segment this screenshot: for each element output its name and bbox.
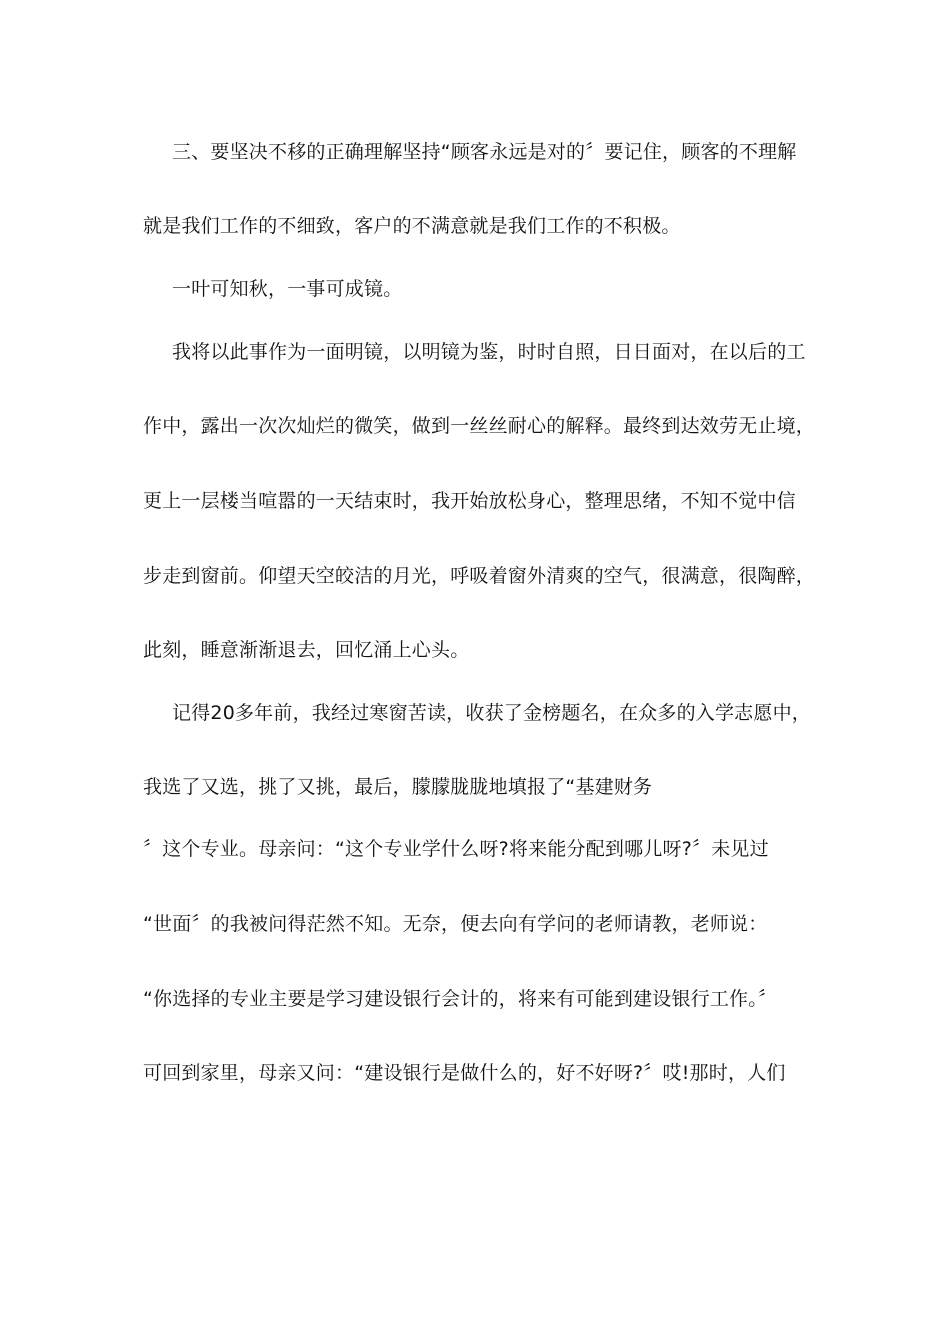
text-line-10: 我选了又选，挑了又挑，最后，朦朦胧胧地填报了“基建财务 <box>143 776 653 798</box>
text-line-5: 作中，露出一次次灿烂的微笑，做到一丝丝耐心的解释。最终到达效劳无止境， <box>143 415 816 437</box>
text-line-2: 就是我们工作的不细致，客户的不满意就是我们工作的不积极。 <box>143 215 681 237</box>
text-line-4: 我将以此事作为一面明镜，以明镜为鉴，时时自照，日日面对，在以后的工 <box>172 341 806 363</box>
text-line-14: 可回到家里，母亲又问：“建设银行是做什么的，好不好呀?〞哎!那时，人们 <box>143 1062 786 1084</box>
text-line-7: 步走到窗前。仰望天空皎洁的月光，呼吸着窗外清爽的空气，很满意，很陶醉， <box>143 565 816 587</box>
text-line-11: 〞这个专业。母亲问：“这个专业学什么呀?将来能分配到哪儿呀?〞未见过 <box>143 838 769 860</box>
text-line-1: 三、要坚决不移的正确理解坚持“顾客永远是对的〞要记住，顾客的不理解 <box>172 141 797 163</box>
text-line-13: “你选择的专业主要是学习建设银行会计的，将来有可能到建设银行工作。〞 <box>143 988 778 1010</box>
text-line-6: 更上一层楼当喧嚣的一天结束时，我开始放松身心，整理思绪，不知不觉中信 <box>143 490 796 512</box>
text-line-9: 记得20多年前，我经过寒窗苦读，收获了金榜题名，在众多的入学志愿中， <box>172 702 811 724</box>
text-line-12: “世面〞的我被问得茫然不知。无奈，便去向有学问的老师请教，老师说： <box>143 913 768 935</box>
text-line-8: 此刻，睡意渐渐退去，回忆涌上心头。 <box>143 639 470 661</box>
text-line-3: 一叶可知秋，一事可成镜。 <box>172 278 403 300</box>
